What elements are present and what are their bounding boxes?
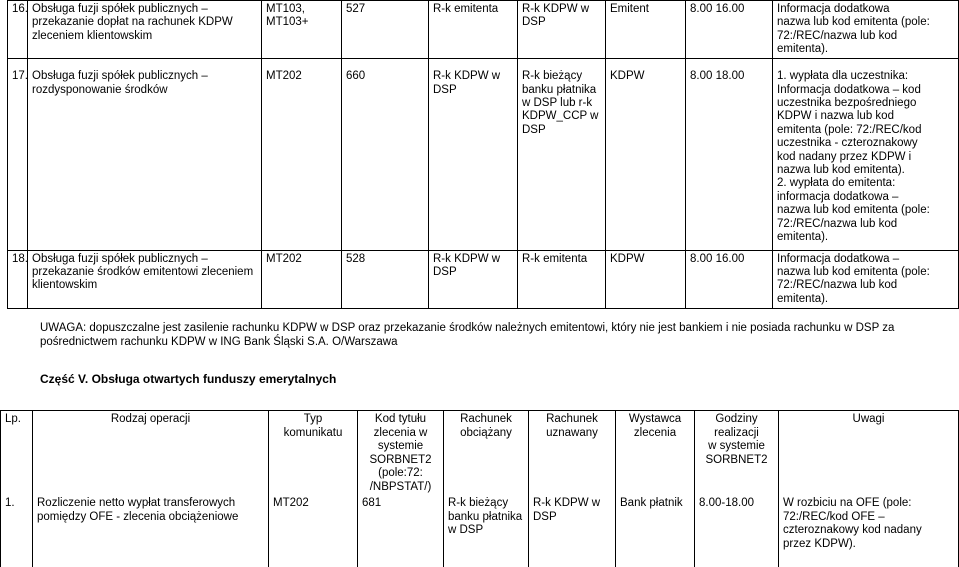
- notes-cell: Informacja dodatkowa – nazwa lub kod emitenta (pole: 72:/REC/nazwa lub kod emitenta).: [773, 250, 959, 308]
- ordering-party-cell: Emitent: [606, 1, 686, 59]
- row-number: 17.: [8, 68, 28, 250]
- table-header-row: [1, 411, 959, 496]
- title-code-cell: 660: [342, 68, 429, 250]
- row-number: 16.: [8, 1, 28, 59]
- table-row: [8, 250, 959, 308]
- column-header-notes: Uwagi: [779, 411, 959, 496]
- column-header-issuer: Wystawca zlecenia: [616, 411, 695, 496]
- column-header-credit: Rachunek uznawany: [529, 411, 616, 496]
- title-code-cell: 527: [342, 1, 429, 59]
- operations-table-part-v: [0, 410, 959, 567]
- message-type-cell: MT103, MT103+: [262, 1, 342, 59]
- hours-cell: 8.00 18.00: [686, 68, 773, 250]
- ordering-party-cell: KDPW: [606, 250, 686, 308]
- ordering-party-cell: KDPW: [606, 68, 686, 250]
- operations-table-part-iv: [7, 0, 959, 309]
- credit-account-cell: R-k bieżący banku płatnika w DSP lub r-k KDPW_CCP w DSP: [518, 68, 606, 250]
- hours-cell: 8.00-18.00: [695, 495, 779, 567]
- row-number: 18.: [8, 250, 28, 308]
- operation-cell: Rozliczenie netto wypłat transferowych pomiędzy OFE - zlecenia obciążeniowe: [33, 495, 269, 567]
- notes-cell: W rozbiciu na OFE (pole: 72:/REC/kod OFE – czteroznakowy kod nadany przez KDPW).: [779, 495, 959, 567]
- notes-cell: Informacja dodatkowa nazwa lub kod emitenta (pole: 72:/REC/nazwa lub kod emitenta).: [773, 1, 959, 59]
- message-type-cell: MT202: [269, 495, 358, 567]
- warning-note: UWAGA: dopuszczalne jest zasilenie rachunku KDPW w DSP oraz przekazanie środków należnych emitentowi, który nie jest bankiem i nie posiada rachunku w DSP za pośrednictwem rachunku KDPW w ING Bank Śląski S.A. O/Warszawa: [40, 322, 895, 348]
- column-header-lp: Lp.: [1, 411, 33, 496]
- table-row: [8, 68, 959, 250]
- title-code-cell: 681: [358, 495, 444, 567]
- table-row: [8, 1, 959, 59]
- debit-account-cell: R-k emitenta: [429, 1, 518, 59]
- debit-account-cell: R-k KDPW w DSP: [429, 250, 518, 308]
- title-code-cell: 528: [342, 250, 429, 308]
- credit-account-cell: R-k KDPW w DSP: [529, 495, 616, 567]
- debit-account-cell: R-k KDPW w DSP: [429, 68, 518, 250]
- message-type-cell: MT202: [262, 250, 342, 308]
- credit-account-cell: R-k emitenta: [518, 250, 606, 308]
- operation-cell: Obsługa fuzji spółek publicznych – przekazanie dopłat na rachunek KDPW zleceniem klientowskim: [28, 1, 262, 59]
- column-header-debit: Rachunek obciążany: [444, 411, 529, 496]
- column-header-operation: Rodzaj operacji: [33, 411, 269, 496]
- row-number: 1.: [1, 495, 33, 567]
- column-header-hours: Godziny realizacji w systemie SORBNET2: [695, 411, 779, 496]
- hours-cell: 8.00 16.00: [686, 250, 773, 308]
- row-spacer: [8, 58, 959, 68]
- section-title: Część V. Obsługa otwartych funduszy emerytalnych: [40, 372, 337, 386]
- table-row: [1, 495, 959, 567]
- column-header-type: Typ komunikatu: [269, 411, 358, 496]
- operation-cell: Obsługa fuzji spółek publicznych – przekazanie środków emitentowi zleceniem klientowskim: [28, 250, 262, 308]
- column-header-code: Kod tytułu zlecenia w systemie SORBNET2 (pole:72: /NBPSTAT/): [358, 411, 444, 496]
- notes-cell: 1. wypłata dla uczestnika: Informacja dodatkowa – kod uczestnika bezpośredniego KDPW i nazwa lub kod emitenta (pole: 72:/REC/kod uczestnika - czteroznakowy kod nadany przez KDPW i nazwa lub kod emitenta). 2. wypłata do emitenta: informacja dodatkowa – nazwa lub kod emitenta (pole: 72:/REC/nazwa lub kod emitenta).: [773, 68, 959, 250]
- operation-cell: Obsługa fuzji spółek publicznych – rozdysponowanie środków: [28, 68, 262, 250]
- issuer-cell: Bank płatnik: [616, 495, 695, 567]
- debit-account-cell: R-k bieżący banku płatnika w DSP: [444, 495, 529, 567]
- hours-cell: 8.00 16.00: [686, 1, 773, 59]
- credit-account-cell: R-k KDPW w DSP: [518, 1, 606, 59]
- message-type-cell: MT202: [262, 68, 342, 250]
